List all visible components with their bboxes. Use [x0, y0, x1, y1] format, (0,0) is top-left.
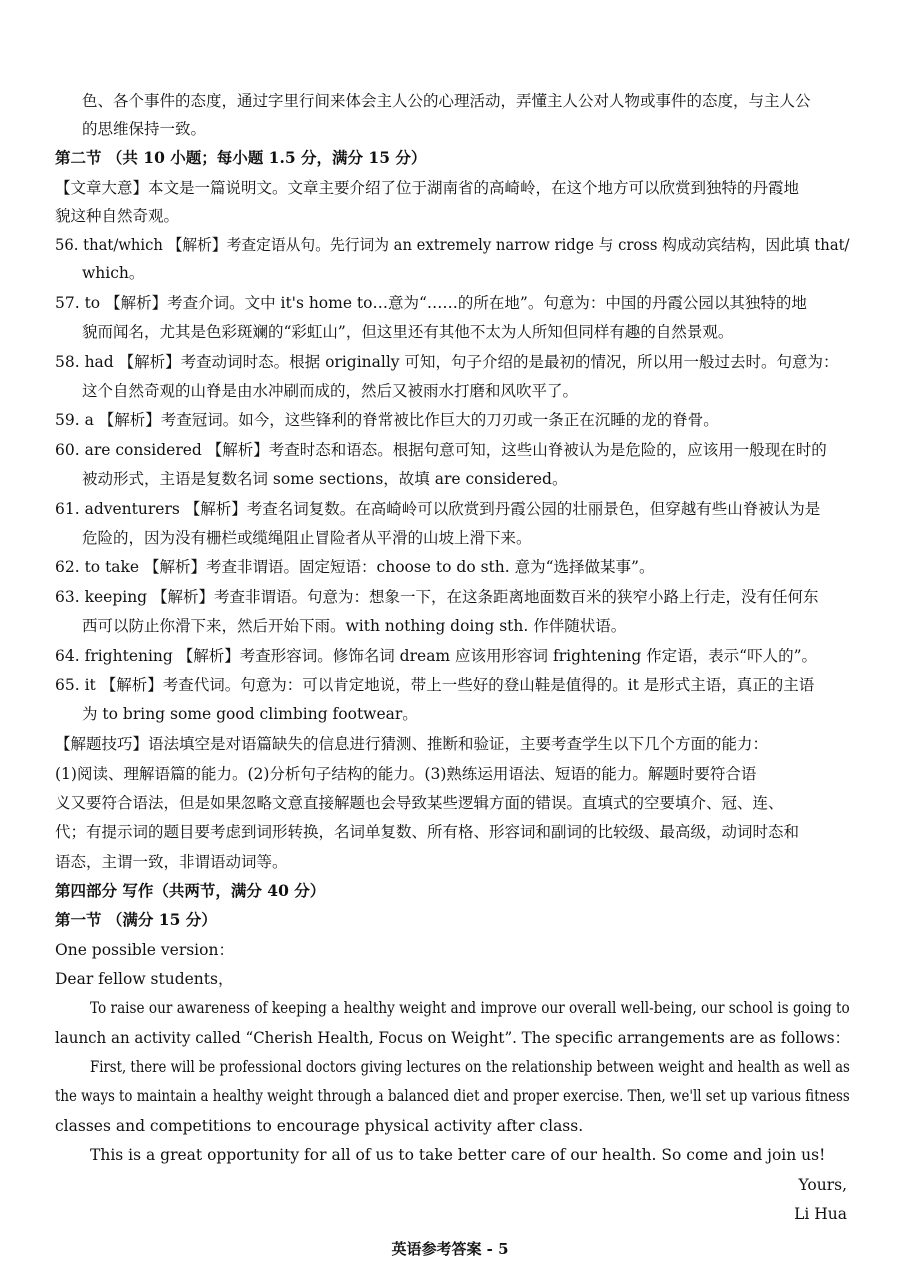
text-line: 56. that/which 【解析】考查定语从句。先行词为 an extremely narrow ridge 与 cross 构成动宾结构，因此填 that/ [55, 236, 850, 254]
text-line: (1)阅读、理解语篇的能力。(2)分析句子结构的能力。(3)熟练运用语法、短语的能力。解题时要符合语 [55, 765, 757, 783]
text-line: 西可以防止你滑下来，然后开始下雨。with nothing doing sth. 作伴随状语。 [82, 617, 627, 635]
text-line: 危险的，因为没有栅栏或缆绳阻止冒险者从平滑的山坡上滑下来。 [82, 529, 532, 547]
text-line: This is a great opportunity for all of us to take better care of our health. So come and join us! [90, 1146, 826, 1164]
text-line: 61. adventurers 【解析】考查名词复数。在高崎岭可以欣赏到丹霞公园的壮丽景色，但穿越有些山脊被认为是 [55, 500, 821, 518]
text-line: launch an activity called “Cherish Health, Focus on Weight”. The specific arrangements are as follows： [55, 1029, 850, 1047]
text-line: 第一节 （满分 15 分） [55, 910, 217, 929]
text-line: 58. had 【解析】考查动词时态。根据 originally 可知，句子介绍的是最初的情况，所以用一般过去时。句意为： [55, 353, 839, 371]
text-line: 被动形式，主语是复数名词 some sections，故填 are considered。 [82, 470, 568, 488]
text-line: 60. are considered 【解析】考查时态和语态。根据句意可知，这些山脊被认为是危险的，应该用一般现在时的 [55, 441, 827, 459]
text-line: 第二节 （共 10 小题；每小题 1.5 分，满分 15 分） [55, 148, 427, 167]
text-line: 这个自然奇观的山脊是由水冲刷而成的，然后又被雨水打磨和风吹平了。 [82, 382, 579, 400]
text-line: 色、各个事件的态度，通过字里行间来体会主人公的心理活动，弄懂主人公对人物或事件的态度，与主人公 [82, 92, 811, 110]
page-footer: 英语参考答案 - 5 [391, 1240, 509, 1258]
text-line: 63. keeping 【解析】考查非谓语。句意为：想象一下，在这条距离地面数百米的狭窄小路上行走，没有任何东 [55, 588, 819, 606]
text-line: which。 [82, 264, 145, 282]
closing-yours: Yours, [798, 1176, 847, 1194]
text-line: 的思维保持一致。 [82, 120, 207, 138]
text-line: 65. it 【解析】考查代词。句意为：可以肯定地说，带上一些好的登山鞋是值得的。it 是形式主语，真正的主语 [55, 676, 815, 694]
text-line: 【文章大意】本文是一篇说明文。文章主要介绍了位于湖南省的高崎岭，在这个地方可以欣赏到独特的丹霞地 [55, 179, 800, 197]
text-line: 语态，主谓一致，非谓语动词等。 [55, 853, 288, 871]
text-line: One possible version： [55, 941, 234, 959]
closing-signature: Li Hua [794, 1205, 847, 1223]
text-line: 第四部分 写作（共两节，满分 40 分） [55, 881, 326, 900]
text-line: 代；有提示词的题目要考虑到词形转换，名词单复数、所有格、形容词和副词的比较级、最高级，动词时态和 [55, 823, 800, 841]
text-line: the ways to maintain a healthy weight through a balanced diet and proper exercise. Then, we'll set up various fitness [55, 1087, 850, 1105]
text-line: 义又要符合语法，但是如果忽略文意直接解题也会导致某些逻辑方面的错误。直填式的空要填介、冠、连、 [55, 794, 784, 812]
text-line: First, there will be professional doctors giving lectures on the relationship between weight and health as well as [90, 1058, 850, 1076]
text-line: 为 to bring some good climbing footwear。 [82, 705, 418, 723]
text-line: 62. to take 【解析】考查非谓语。固定短语：choose to do sth. 意为“选择做某事”。 [55, 558, 655, 576]
text-line: 【解题技巧】语法填空是对语篇缺失的信息进行猜测、推断和验证，主要考查学生以下几个方面的能力： [55, 735, 769, 753]
text-line: To raise our awareness of keeping a healthy weight and improve our overall well-being, our school is going to [90, 999, 850, 1017]
text-line: 64. frightening 【解析】考查形容词。修饰名词 dream 应该用形容词 frightening 作定语，表示“吓人的”。 [55, 647, 818, 665]
text-line: 57. to 【解析】考查介词。文中 it's home to…意为“……的所在地”。句意为：中国的丹霞公园以其独特的地 [55, 294, 807, 312]
text-line: Dear fellow students， [55, 970, 234, 988]
text-line: 貌而闻名，尤其是色彩斑斓的“彩虹山”，但这里还有其他不太为人所知但同样有趣的自然景观。 [82, 323, 734, 341]
text-line: 59. a 【解析】考查冠词。如今，这些锋利的脊常被比作巨大的刀刃或一条正在沉睡的龙的脊骨。 [55, 411, 719, 429]
text-line: 貌这种自然奇观。 [55, 207, 180, 225]
text-line: classes and competitions to encourage physical activity after class. [55, 1117, 584, 1135]
